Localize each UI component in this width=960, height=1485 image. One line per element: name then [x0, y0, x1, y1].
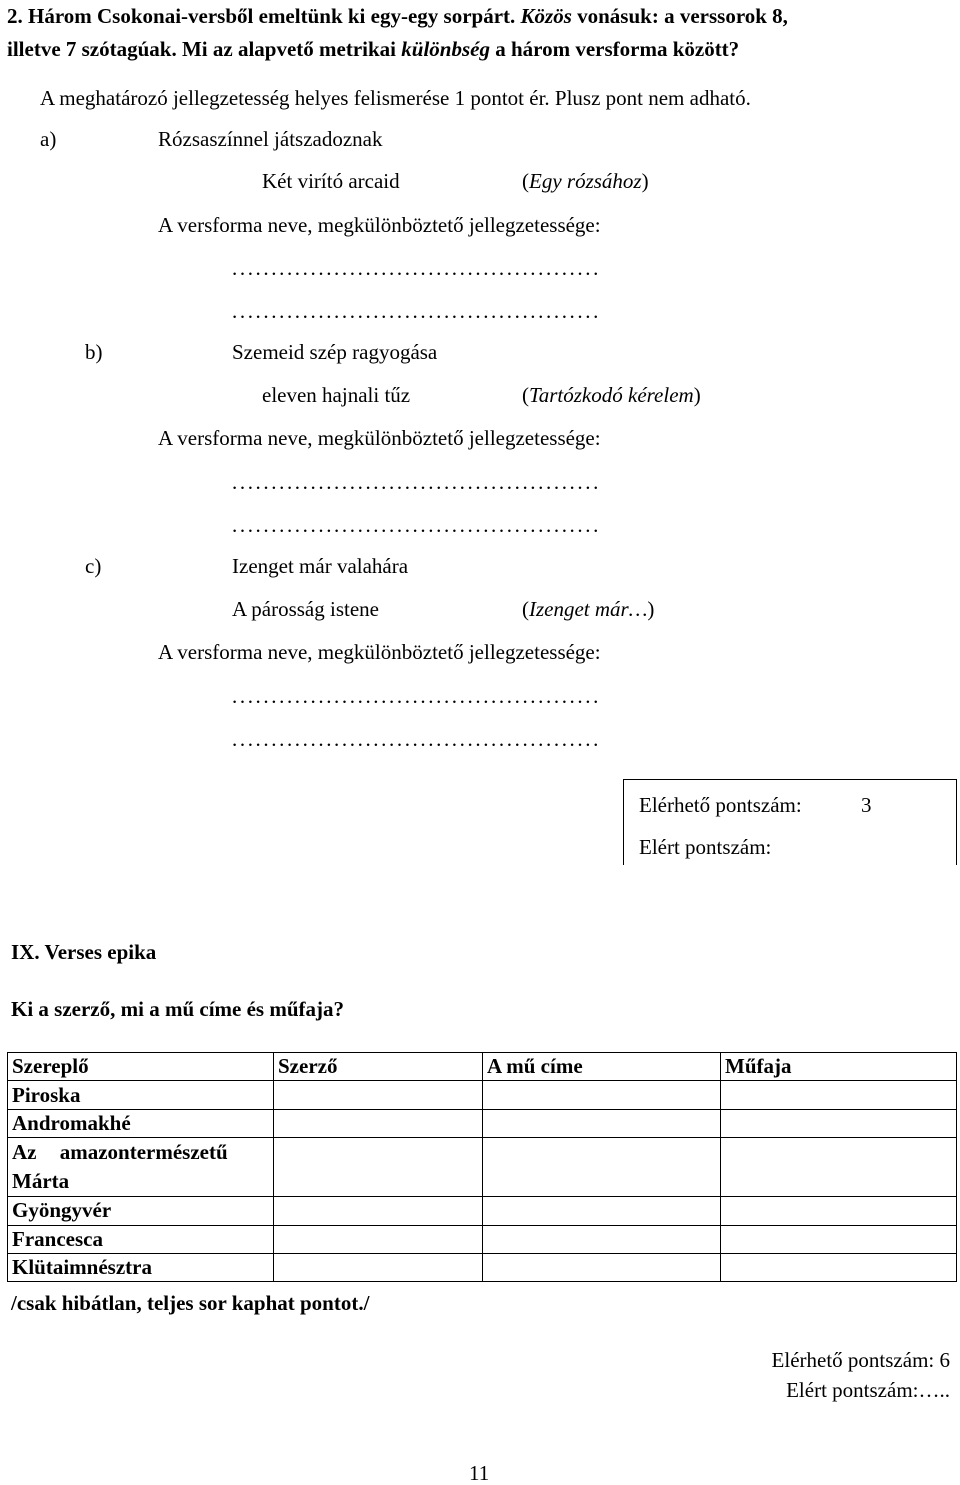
character-cell: Az amazontermészetű Márta	[8, 1138, 274, 1197]
score-achieved-label: Elért pontszám:	[639, 835, 772, 859]
character-cell: Piroska	[8, 1081, 274, 1109]
item-a-marker: a)	[40, 127, 57, 151]
item-a-title: (Egy rózsához)	[522, 169, 649, 193]
answer-line-c1: ...............................................	[232, 684, 601, 708]
item-c-verse2: A párosság istene	[232, 597, 379, 621]
item-a-verse2: Két virító arcaid	[262, 169, 400, 193]
task2-instruction: A meghatározó jellegzetesség helyes felismerése 1 pontot ér. Plusz pont nem adható.	[40, 86, 751, 110]
score-available-label: Elérhető pontszám:	[639, 793, 802, 817]
table-note: /csak hibátlan, teljes sor kaphat pontot./	[11, 1291, 370, 1315]
author-cell[interactable]	[274, 1253, 483, 1281]
genre-cell[interactable]	[721, 1109, 957, 1137]
header-genre: Műfaja	[721, 1053, 957, 1081]
genre-cell[interactable]	[721, 1197, 957, 1225]
genre-cell[interactable]	[721, 1081, 957, 1109]
section-score-achieved: Elért pontszám:…..	[786, 1378, 950, 1402]
author-cell[interactable]	[274, 1109, 483, 1137]
answer-line-a1: ...............................................	[232, 256, 601, 280]
character-cell: Gyöngyvér	[8, 1197, 274, 1225]
item-b-title: (Tartózkodó kérelem)	[522, 383, 701, 407]
section-question: Ki a szerző, mi a mű címe és műfaja?	[11, 997, 344, 1021]
answer-line-b2: ...............................................	[232, 513, 601, 537]
character-cell: Klütaimnésztra	[8, 1253, 274, 1281]
genre-cell[interactable]	[721, 1253, 957, 1281]
item-c-marker: c)	[85, 554, 102, 578]
genre-cell[interactable]	[721, 1225, 957, 1253]
author-cell[interactable]	[274, 1081, 483, 1109]
section-heading: IX. Verses epika	[11, 940, 157, 964]
table-header-row	[8, 1053, 957, 1081]
title-cell[interactable]	[483, 1225, 721, 1253]
item-c-verse1: Izenget már valahára	[232, 554, 409, 578]
section-score-available: Elérhető pontszám: 6	[771, 1348, 950, 1372]
title-cell[interactable]	[483, 1138, 721, 1197]
title-cell[interactable]	[483, 1081, 721, 1109]
character-cell: Andromakhé	[8, 1109, 274, 1137]
answer-line-c2: ...............................................	[232, 727, 601, 751]
character-cell: Francesca	[8, 1225, 274, 1253]
task2-line2: illetve 7 szótagúak. Mi az alapvető metrikai különbség a három versforma között?	[7, 37, 740, 61]
score-available-value: 3	[861, 793, 872, 817]
item-b-question: A versforma neve, megkülönböztető jellegzetessége:	[158, 426, 601, 450]
header-character: Szereplő	[8, 1053, 274, 1081]
table-row	[8, 1253, 957, 1281]
title-cell[interactable]	[483, 1197, 721, 1225]
title-cell[interactable]	[483, 1253, 721, 1281]
item-b-verse2: eleven hajnali tűz	[262, 383, 411, 407]
epic-table	[7, 1052, 957, 1282]
author-cell[interactable]	[274, 1138, 483, 1197]
table-row	[8, 1081, 957, 1109]
item-a-question: A versforma neve, megkülönböztető jellegzetessége:	[158, 213, 601, 237]
answer-line-a2: ...............................................	[232, 299, 601, 323]
genre-cell[interactable]	[721, 1138, 957, 1197]
header-title: A mű címe	[483, 1053, 721, 1081]
table-row	[8, 1109, 957, 1137]
item-a-verse1: Rózsaszínnel játszadoznak	[158, 127, 383, 151]
item-c-question: A versforma neve, megkülönböztető jellegzetessége:	[158, 640, 601, 664]
table-row	[8, 1197, 957, 1225]
title-cell[interactable]	[483, 1109, 721, 1137]
author-cell[interactable]	[274, 1197, 483, 1225]
author-cell[interactable]	[274, 1225, 483, 1253]
item-c-title: (Izenget már…)	[522, 597, 655, 621]
page-number: 11	[469, 1461, 490, 1485]
table-row	[8, 1225, 957, 1253]
answer-line-b1: ...............................................	[232, 470, 601, 494]
item-b-marker: b)	[85, 340, 103, 364]
item-b-verse1: Szemeid szép ragyogása	[232, 340, 438, 364]
task2-line1: 2. Három Csokonai-versből emeltünk ki egy-egy sorpárt. Közös vonásuk: a verssorok 8,	[7, 4, 788, 28]
header-author: Szerző	[274, 1053, 483, 1081]
